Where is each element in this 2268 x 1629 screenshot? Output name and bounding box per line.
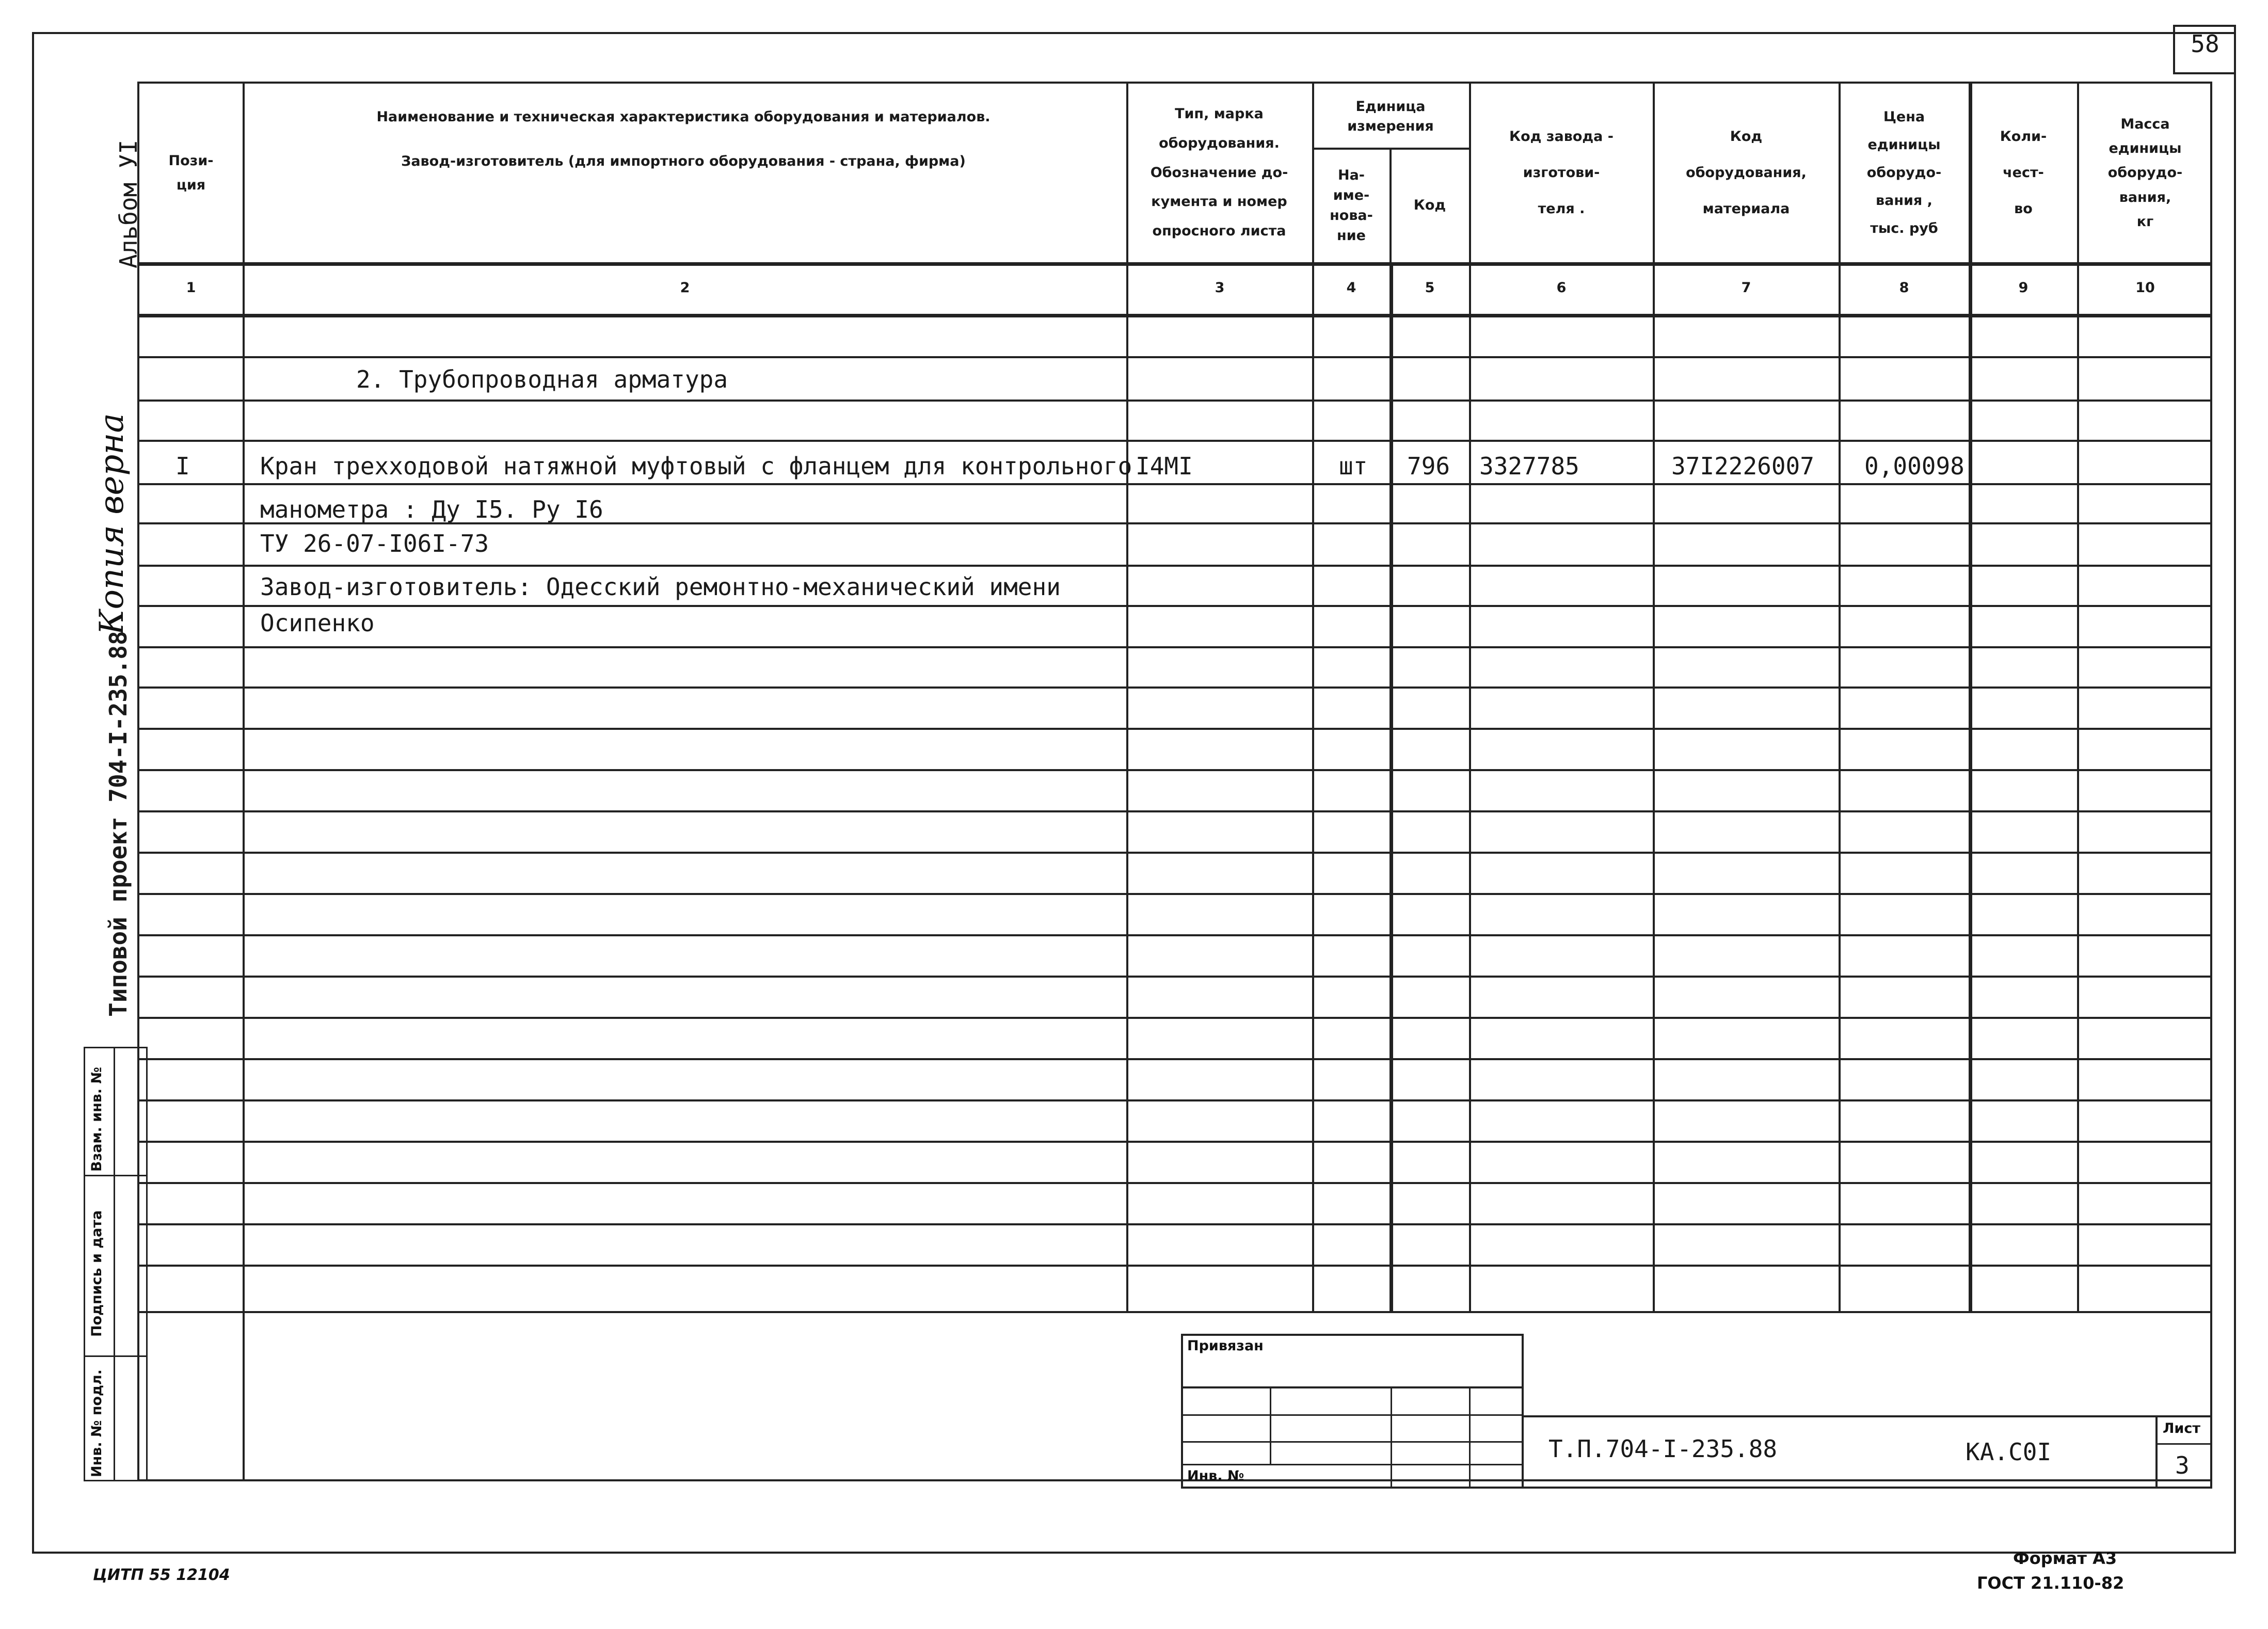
bottom-left-code: ЦИТП 55 12104 — [93, 1566, 230, 1584]
hdr-position: Пози- ция — [168, 152, 214, 193]
hdr-quantity: Коли- чест- во — [2000, 128, 2047, 217]
item-name-line-4: Завод-изготовитель: Одесский ремонтно-механический имени — [260, 573, 1061, 601]
item-equipment-code: 37I2226007 — [1671, 452, 1814, 480]
item-name-line-1: Кран трехходовой натяжной муфтовый с фланцем для контрольного — [260, 452, 1132, 480]
col-num-5: 5 — [1425, 280, 1435, 296]
col-num-4: 4 — [1346, 280, 1356, 296]
bottom-format: Формат А3 — [2013, 1548, 2117, 1568]
margin-project: Типовой проект 704-I-235.88 — [104, 631, 132, 1017]
col-num-10: 10 — [2135, 280, 2155, 296]
item-name-line-2: манометра : Ду I5. Ру I6 — [260, 496, 603, 523]
col-num-2: 2 — [680, 280, 690, 296]
inv-no-label: Инв. № — [1187, 1468, 1244, 1484]
doc-code: Т.П.704-I-235.88 — [1548, 1435, 1778, 1463]
hdr-unit-name: На- име- нова- ние — [1330, 167, 1373, 244]
col-num-1: 1 — [186, 280, 196, 296]
item-price: 0,00098 — [1864, 452, 1964, 480]
hdr-unit-group: Единица измерения — [1347, 99, 1434, 134]
bottom-gost: ГОСТ 21.110-82 — [1977, 1573, 2125, 1593]
item-type: I4MI — [1136, 452, 1193, 480]
item-position: I — [175, 452, 190, 480]
hdr-name: Наименование и техническая характеристика оборудования и материалов. Завод-изготовитель (для импортного оборудования - страна, фирма) — [376, 108, 991, 169]
bound-label: Привязан — [1187, 1338, 1264, 1354]
sheet-label: Лист — [2163, 1420, 2200, 1436]
item-unit-code: 796 — [1407, 452, 1450, 480]
sheet-number: 58 — [2191, 30, 2219, 58]
stamp-inv-original: Инв. № подл. — [89, 1369, 105, 1477]
doc-mark: КА.С0I — [1966, 1438, 2052, 1466]
sheet-value: 3 — [2175, 1451, 2190, 1479]
item-unit-name: шт — [1339, 452, 1368, 480]
col-num-9: 9 — [2018, 280, 2029, 296]
hdr-type: Тип, марка оборудования. Обозначение до- кумента и номер опросного листа — [1150, 106, 1288, 239]
hdr-mass: Масса единицы оборудо- вания, кг — [2107, 116, 2183, 230]
hdr-plant-code: Код завода - изготови- теля . — [1509, 128, 1614, 217]
bound-block — [1181, 1334, 1524, 1489]
col-num-3: 3 — [1215, 280, 1225, 296]
item-name-line-3: ТУ 26-07-I06I-73 — [260, 530, 489, 557]
item-plant-code: 3327785 — [1479, 452, 1579, 480]
section-title: 2. Трубопроводная арматура — [356, 365, 728, 393]
hdr-equipment-code: Код оборудования, материала — [1686, 128, 1807, 217]
item-name-line-5: Осипенко — [260, 609, 375, 637]
col-num-6: 6 — [1556, 280, 1567, 296]
margin-copy-note: Копия верна — [93, 413, 131, 635]
margin-album: Альбом УI — [115, 139, 142, 268]
hdr-price: Цена единицы оборудо- вания , тыс. руб — [1866, 109, 1942, 236]
col-num-7: 7 — [1741, 280, 1751, 296]
stamp-sign-date: Подпись и дата — [89, 1210, 105, 1337]
col-num-8: 8 — [1899, 280, 1909, 296]
hdr-unit-code: Код — [1413, 197, 1446, 214]
stamp-inv-replace: Взам. инв. № — [89, 1066, 105, 1172]
